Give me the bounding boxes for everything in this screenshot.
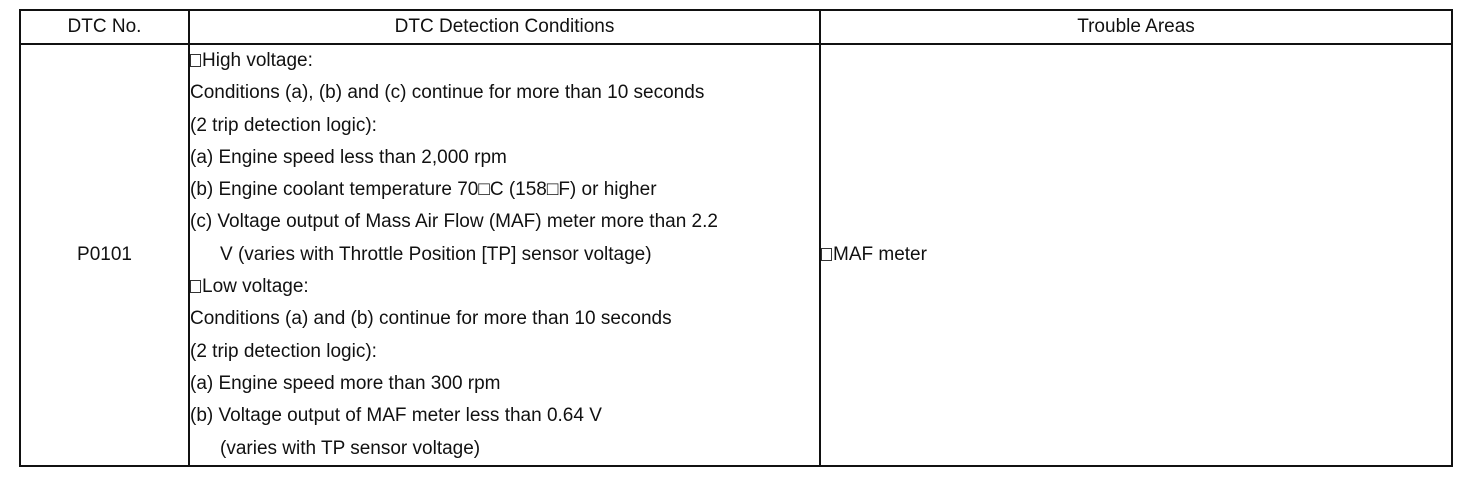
bullet-icon — [821, 248, 832, 261]
condition-line: (2 trip detection logic): — [190, 114, 377, 136]
condition-item: (b) Engine coolant temperature 70□C (158□F) or higher — [190, 179, 657, 201]
condition-line: Conditions (a), (b) and (c) continue for more than 10 seconds — [190, 82, 705, 104]
table-row — [20, 44, 1452, 466]
dtc-code-cell — [20, 44, 189, 466]
header-dtc-no: DTC No. — [20, 10, 189, 44]
dtc-code: P0101 — [77, 243, 132, 265]
trouble-areas-cell — [820, 44, 1452, 466]
high-voltage-title: High voltage: — [202, 50, 313, 71]
condition-item: (a) Engine speed less than 2,000 rpm — [190, 146, 507, 168]
low-voltage-title: Low voltage: — [202, 276, 309, 298]
bullet-icon — [190, 54, 201, 67]
condition-item-continued: V (varies with Throttle Position [TP] sensor voltage) — [220, 243, 652, 265]
condition-line: (2 trip detection logic): — [190, 340, 377, 362]
low-voltage-heading — [190, 271, 819, 303]
bullet-icon — [190, 280, 201, 293]
high-voltage-heading — [190, 45, 819, 77]
detection-conditions-cell — [189, 44, 820, 466]
condition-item: (b) Voltage output of MAF meter less than 0.64 V — [190, 405, 602, 427]
condition-item: (a) Engine speed more than 300 rpm — [190, 372, 501, 394]
header-detection-conditions: DTC Detection Conditions — [189, 10, 820, 44]
trouble-area-item: MAF meter — [833, 243, 927, 265]
condition-line: Conditions (a) and (b) continue for more than 10 seconds — [190, 308, 672, 330]
header-trouble-areas: Trouble Areas — [820, 10, 1452, 44]
condition-item-continued: (varies with TP sensor voltage) — [220, 437, 481, 459]
header-row — [20, 10, 1452, 44]
condition-item: (c) Voltage output of Mass Air Flow (MAF) meter more than 2.2 — [190, 211, 718, 233]
dtc-table — [19, 9, 1453, 467]
